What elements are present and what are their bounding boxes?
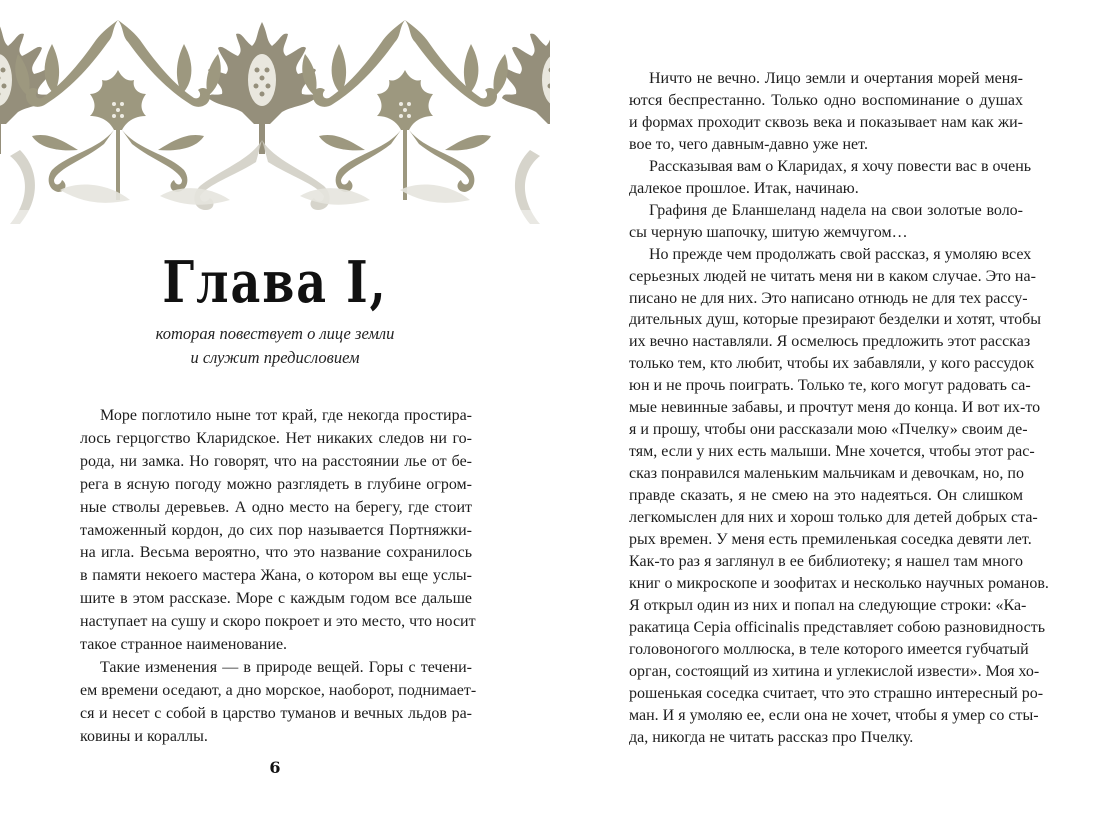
page-number: 6 xyxy=(269,758,281,777)
text-line: ман. И я умоляю ее, если она не хочет, чтобы я умер со сты- xyxy=(629,706,1039,724)
text-line: да, никогда не читать рассказ про Пчелку. xyxy=(629,728,914,746)
text-line: серьезных людей не читать меня ни в каком случае. Это на- xyxy=(629,267,1036,285)
text-line: рода, ни замка. Но говорят, что на расстоянии лье от бе- xyxy=(80,452,472,470)
text-line: таможенный кордон, до сих пор называется Портняжки- xyxy=(80,521,472,539)
text-line: Я открыл один из них и попал на следующие строки: «Ка- xyxy=(629,596,1027,614)
text-line: наступает на сушу и скоро покроет и это место, что носит xyxy=(80,613,476,631)
text-line: тям, если у них есть малыши. Мне хочется, чтобы этот рас- xyxy=(629,443,1035,461)
text-line: такое странное наименование. xyxy=(80,636,288,654)
right-page-body-text xyxy=(629,68,1049,749)
text-line: ются беспрестанно. Только одно воспоминание о душах xyxy=(629,91,1023,109)
text-line: только тем, кто любит, чтобы их забавляли, у кого рассудок xyxy=(629,355,1035,373)
text-line: шите в этом рассказе. Море с каждым годом все дальше xyxy=(80,590,472,608)
text-line: рега в ясную погоду можно разглядеть в глубине огром- xyxy=(80,475,472,493)
text-line: их вечно наставляли. Я осмелюсь предложить этот рассказ xyxy=(629,333,1031,351)
right-page xyxy=(550,0,1100,825)
text-line: Как-то раз я заглянул в ее библиотеку; я нашел там много xyxy=(629,552,1023,570)
chapter-subtitle xyxy=(0,322,550,370)
text-line: писано не для них. Это написано отнюдь не для тех рассу- xyxy=(629,289,1028,307)
chapter-subtitle-line: и служит предисловием xyxy=(190,348,360,367)
text-line: в памяти некоего мастера Жана, о котором вы еще услы- xyxy=(80,567,472,585)
text-line: и формах проходит сквозь века и показывает нам как жи- xyxy=(629,113,1023,131)
text-line: ся и несет с собой в царство туманов и вечных льдов ра- xyxy=(80,704,472,722)
text-line: рых времен. У меня есть премиленькая соседка девяти лет. xyxy=(629,531,1032,549)
text-line: орган, состоящий из хитина и углекислой извести». Моя хо- xyxy=(629,662,1040,680)
text-line: книг о микроскопе и зоофитах и несколько научных романов. xyxy=(629,574,1049,592)
text-line: рошенькая соседка считает, что это страшно интересный ро- xyxy=(629,684,1044,702)
text-line: далекое прошлое. Итак, начинаю. xyxy=(629,179,859,197)
text-line: вое то, чего давным-давно уже нет. xyxy=(629,135,868,153)
chapter-subtitle-line: которая повествует о лице земли xyxy=(155,324,395,343)
text-line: ковины и кораллы. xyxy=(80,727,208,745)
text-line: мые невинные забавы, и прочтут меня до конца. И вот их-то xyxy=(629,399,1041,417)
damask-ornament-icon xyxy=(0,0,550,232)
chapter-title: Глава I, xyxy=(162,248,388,316)
text-line: Рассказывая вам о Кларидах, я хочу повести вас в очень xyxy=(649,157,1032,175)
text-line: сказ понравился маленьким мальчикам и девочкам, но, по xyxy=(629,465,1024,483)
text-line: ракатица Cepia officinalis представляет собою разновидность xyxy=(629,618,1045,636)
text-line: я и прошу, чтобы они рассказали мою «Пчелку» своим де- xyxy=(629,421,1028,439)
text-line: сы черную шапочку, шитую жемчугом… xyxy=(629,223,908,241)
text-line: Такие изменения — в природе вещей. Горы с течени- xyxy=(100,658,472,676)
text-line: Море поглотило ныне тот край, где некогда простира- xyxy=(100,407,472,424)
text-line: лось герцогство Кларидское. Нет никаких следов ни го- xyxy=(80,429,472,447)
text-line: дительных душ, которые презирают безделки и хотят, чтобы xyxy=(629,311,1042,329)
left-page-body-text xyxy=(80,405,477,749)
text-line: Ничто не вечно. Лицо земли и очертания морей меня- xyxy=(649,70,1023,87)
text-line: Но прежде чем продолжать свой рассказ, я умоляю всех xyxy=(649,245,1032,263)
text-line: правде сказать, я не смею на это надеяться. Он слишком xyxy=(629,487,1023,505)
text-line: ные стволы деревьев. А одно место на берегу, где стоит xyxy=(80,498,472,516)
text-line: ем времени оседают, а дно морское, наоборот, поднимает- xyxy=(80,681,477,699)
text-line: головоногого моллюска, в теле которого имеется губчатый xyxy=(629,640,1029,658)
text-line: легкомыслен для них и хорош только для детей добрых ста- xyxy=(629,509,1038,527)
text-line: Графиня де Бланшеланд надела на свои золотые воло- xyxy=(649,201,1023,219)
text-line: на игла. Весьма вероятно, что это название сохранилось xyxy=(80,544,472,562)
text-line: юн и не прочь поиграть. Только те, кого могут радовать са- xyxy=(629,377,1031,395)
